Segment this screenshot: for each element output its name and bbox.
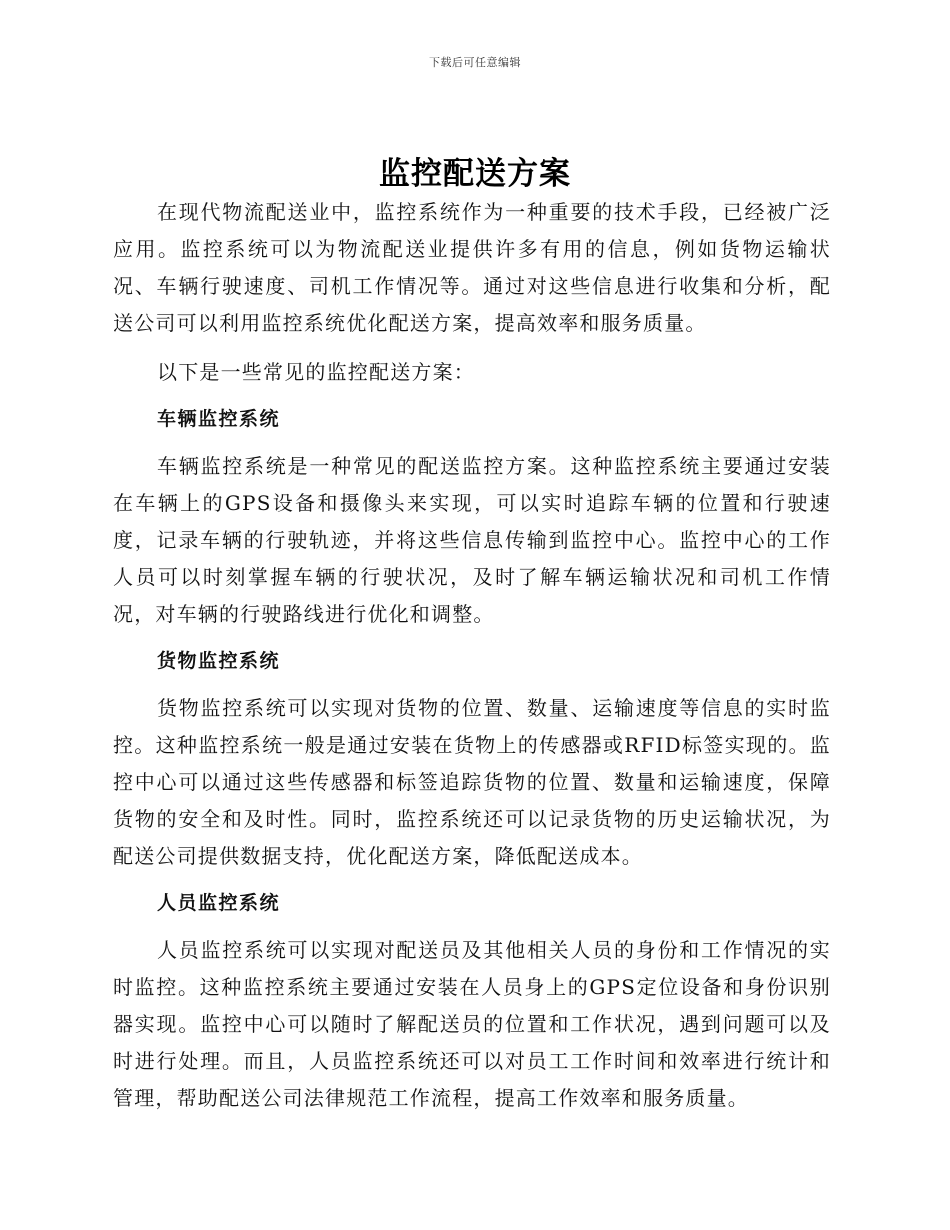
document-body bbox=[113, 194, 831, 1117]
section-heading-cargo: 货物监控系统 bbox=[157, 650, 281, 672]
section-heading-vehicle: 车辆监控系统 bbox=[157, 408, 281, 430]
intro-paragraph: 在现代物流配送业中，监控系统作为一种重要的技术手段，已经被广泛应用。监控系统可以为物流配送业提供许多有用的信息，例如货物运输状况、车辆行驶速度、司机工作情况等。通过对这些信息进行收集和分析，配送公司可以利用监控系统优化配送方案，提高效率和服务质量。 bbox=[113, 200, 831, 335]
section-heading-personnel: 人员监控系统 bbox=[157, 892, 281, 914]
page-title: 监控配送方案 bbox=[379, 156, 571, 192]
section-body-vehicle: 车辆监控系统是一种常见的配送监控方案。这种监控系统主要通过安装在车辆上的GPS设备和摄像头来实现，可以实时追踪车辆的位置和行驶速度，记录车辆的行驶轨迹，并将这些信息传输到监控中心。监控中心的工作人员可以时刻掌握车辆的行驶状况，及时了解车辆运输状况和司机工作情况，对车辆的行驶路线进行优化和调整。 bbox=[113, 454, 831, 626]
header-note: 下载后可任意编辑 bbox=[429, 56, 521, 69]
intro-list-lead: 以下是一些常见的监控配送方案： bbox=[157, 360, 475, 384]
section-body-personnel: 人员监控系统可以实现对配送员及其他相关人员的身份和工作情况的实时监控。这种监控系统主要通过安装在人员身上的GPS定位设备和身份识别器实现。监控中心可以随时了解配送员的位置和工作状况，遇到问题可以及时进行处理。而且，人员监控系统还可以对员工工作时间和效率进行统计和管理，帮助配送公司法律规范工作流程，提高工作效率和服务质量。 bbox=[113, 938, 831, 1110]
section-body-cargo: 货物监控系统可以实现对货物的位置、数量、运输速度等信息的实时监控。这种监控系统一般是通过安装在货物上的传感器或RFID标签实现的。监控中心可以通过这些传感器和标签追踪货物的位置、数量和运输速度，保障货物的安全和及时性。同时，监控系统还可以记录货物的历史运输状况，为配送公司提供数据支持，优化配送方案，降低配送成本。 bbox=[113, 696, 831, 868]
